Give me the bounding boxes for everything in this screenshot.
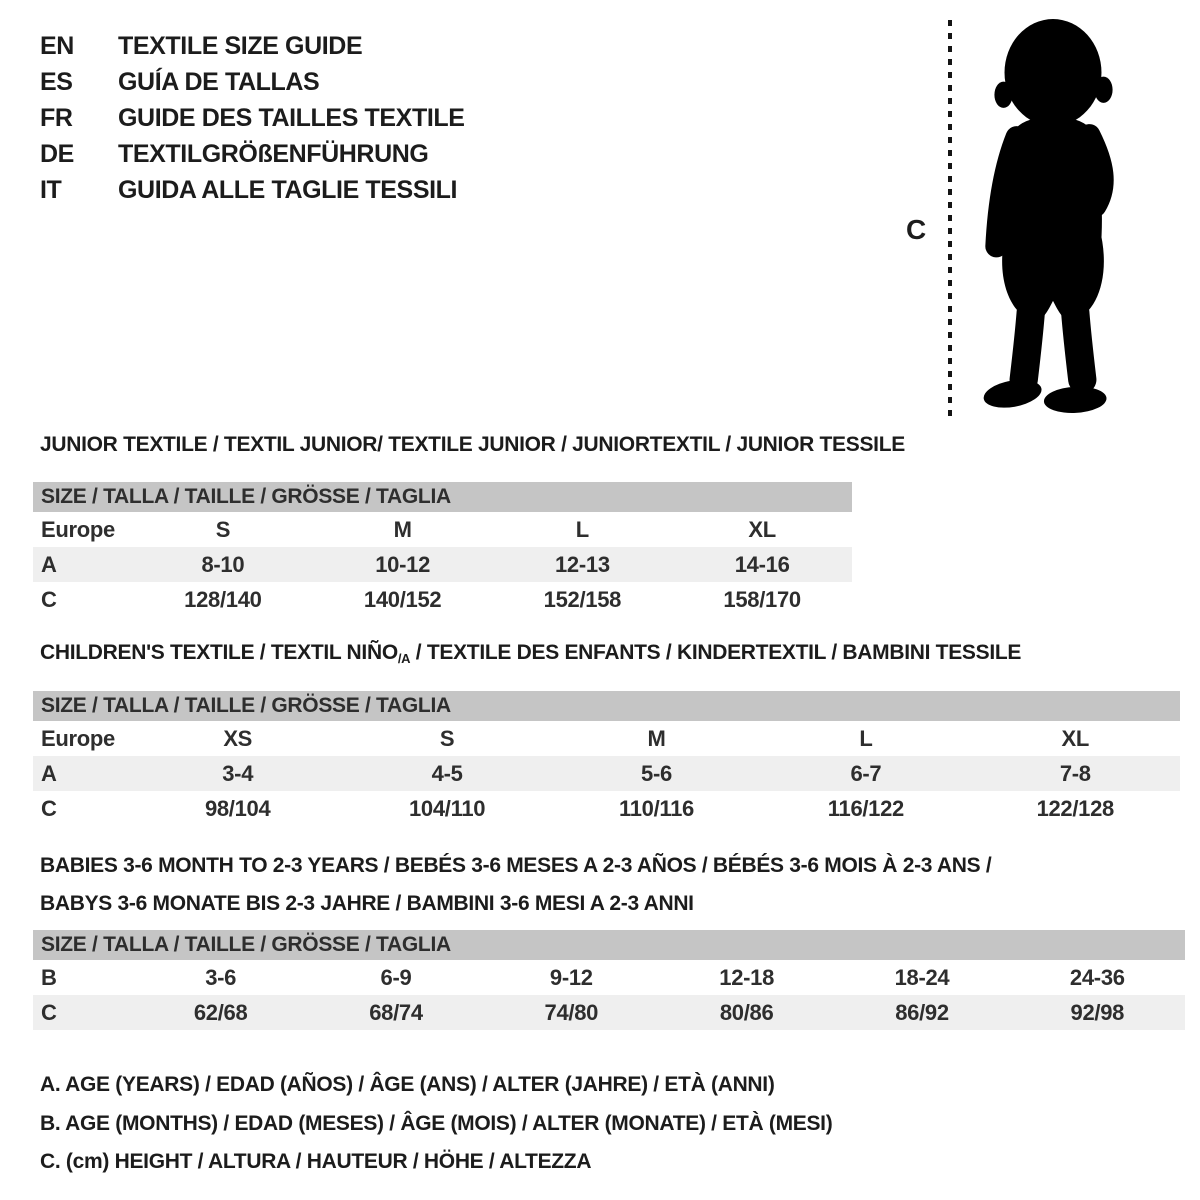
height-cell: 122/128 — [1036, 795, 1114, 821]
size-cell: L — [575, 516, 589, 542]
lang-code-fr: FR — [40, 103, 73, 132]
months-cell: 24-36 — [1069, 964, 1125, 990]
region-label: Europe — [41, 516, 115, 542]
children-age-row — [33, 756, 1180, 791]
size-header-bar: SIZE / TALLA / TAILLE / GRÖSSE / TAGLIA — [33, 691, 1180, 721]
legend-height-cm: C. (cm) HEIGHT / ALTURA / HAUTEUR / HÖHE / ALTEZZA — [40, 1150, 592, 1173]
babies-height-row — [33, 995, 1185, 1030]
lang-row-es — [40, 64, 465, 100]
age-cell: 4-5 — [431, 760, 463, 786]
height-cell: 80/86 — [719, 999, 774, 1025]
lang-title-fr: GUIDE DES TAILLES TEXTILE — [118, 103, 465, 132]
size-cell: M — [647, 725, 666, 751]
height-cell: 152/158 — [543, 586, 622, 612]
children-title-post: / TEXTILE DES ENFANTS / KINDERTEXTIL / BAMBINI TESSILE — [410, 641, 1022, 664]
size-cell: XS — [223, 725, 253, 751]
age-cell: 14-16 — [734, 551, 790, 577]
months-cell: 3-6 — [205, 964, 237, 990]
babies-title-line2: BABYS 3-6 MONATE BIS 2-3 JAHRE / BAMBINI 3-6 MESI A 2-3 ANNI — [40, 892, 694, 915]
row-label: C — [41, 999, 57, 1025]
lang-row-it — [40, 172, 465, 208]
region-label: Europe — [41, 725, 115, 751]
age-cell: 6-7 — [850, 760, 882, 786]
junior-age-row — [33, 547, 852, 582]
age-cell: 12-13 — [554, 551, 610, 577]
babies-size-table — [33, 930, 1185, 1030]
height-cell: 110/116 — [618, 795, 694, 821]
junior-sizes-row — [33, 512, 852, 547]
lang-code-de: DE — [40, 139, 74, 168]
months-cell: 6-9 — [380, 964, 412, 990]
age-cell: 8-10 — [201, 551, 245, 577]
legend-block — [40, 1066, 832, 1182]
junior-section-title: JUNIOR TEXTILE / TEXTIL JUNIOR/ TEXTILE JUNIOR / JUNIORTEXTIL / JUNIOR TESSILE — [40, 433, 905, 456]
row-label: A — [41, 551, 57, 577]
size-cell: XL — [748, 516, 776, 542]
lang-row-fr — [40, 100, 465, 136]
height-measure-label: C — [906, 214, 927, 245]
baby-silhouette-icon — [962, 14, 1144, 418]
legend-age-months: B. AGE (MONTHS) / EDAD (MESES) / ÂGE (MOIS) / ALTER (MONATE) / ETÀ (MESI) — [40, 1111, 833, 1135]
height-cell: 62/68 — [193, 999, 248, 1025]
age-cell: 7-8 — [1059, 760, 1091, 786]
row-label: C — [41, 586, 57, 612]
lang-code-it: IT — [40, 175, 62, 204]
height-cell: 116/122 — [827, 795, 904, 821]
children-title-pre: CHILDREN'S TEXTILE / TEXTIL NIÑO — [40, 641, 398, 664]
row-label: C — [41, 795, 57, 821]
lang-row-de — [40, 136, 465, 172]
size-cell: S — [215, 516, 231, 542]
size-header-bar: SIZE / TALLA / TAILLE / GRÖSSE / TAGLIA — [33, 482, 852, 512]
height-cell: 104/110 — [408, 795, 486, 821]
height-measure-dashed-line — [948, 20, 952, 418]
height-cell: 140/152 — [363, 586, 442, 612]
lang-row-en — [40, 28, 465, 64]
babies-title-line1: BABIES 3-6 MONTH TO 2-3 YEARS / BEBÉS 3-6 MESES A 2-3 AÑOS / BÉBÉS 3-6 MOIS À 2-3 ANS / — [40, 854, 992, 877]
row-label: A — [41, 760, 57, 786]
row-label: B — [41, 964, 57, 990]
lang-title-de: TEXTILGRÖßENFÜHRUNG — [118, 139, 429, 168]
age-cell: 10-12 — [375, 551, 431, 577]
size-header-bar: SIZE / TALLA / TAILLE / GRÖSSE / TAGLIA — [33, 930, 1185, 960]
size-cell: XL — [1061, 725, 1090, 751]
children-title-sub: /A — [397, 651, 411, 666]
age-cell: 5-6 — [641, 760, 672, 786]
height-cell: 74/80 — [544, 999, 599, 1025]
language-title-block — [40, 28, 465, 208]
lang-title-it: GUIDA ALLE TAGLIE TESSILI — [118, 175, 458, 204]
children-section-title — [40, 641, 1021, 665]
lang-code-es: ES — [40, 67, 73, 96]
size-cell: S — [439, 725, 455, 751]
junior-height-row — [33, 582, 852, 617]
babies-section-title — [40, 847, 991, 923]
months-cell: 18-24 — [894, 964, 950, 990]
junior-size-table — [33, 482, 852, 617]
lang-title-en: TEXTILE SIZE GUIDE — [118, 31, 363, 60]
height-cell: 128/140 — [184, 586, 262, 612]
age-cell: 3-4 — [222, 760, 254, 786]
size-cell: M — [393, 516, 412, 542]
height-cell: 158/170 — [723, 586, 801, 612]
children-sizes-row — [33, 721, 1180, 756]
height-cell: 98/104 — [204, 795, 271, 821]
months-cell: 9-12 — [549, 964, 593, 990]
height-cell: 68/74 — [369, 999, 423, 1025]
height-cell: 92/98 — [1070, 999, 1125, 1025]
legend-age-years: A. AGE (YEARS) / EDAD (AÑOS) / ÂGE (ANS) / ALTER (JAHRE) / ETÀ (ANNI) — [40, 1073, 775, 1096]
children-height-row — [33, 791, 1180, 826]
children-size-table — [33, 691, 1180, 826]
lang-title-es: GUÍA DE TALLAS — [118, 67, 320, 96]
height-cell: 86/92 — [895, 999, 949, 1025]
size-cell: L — [859, 725, 873, 751]
babies-months-row — [33, 960, 1185, 995]
lang-code-en: EN — [40, 31, 74, 60]
months-cell: 12-18 — [719, 964, 775, 990]
